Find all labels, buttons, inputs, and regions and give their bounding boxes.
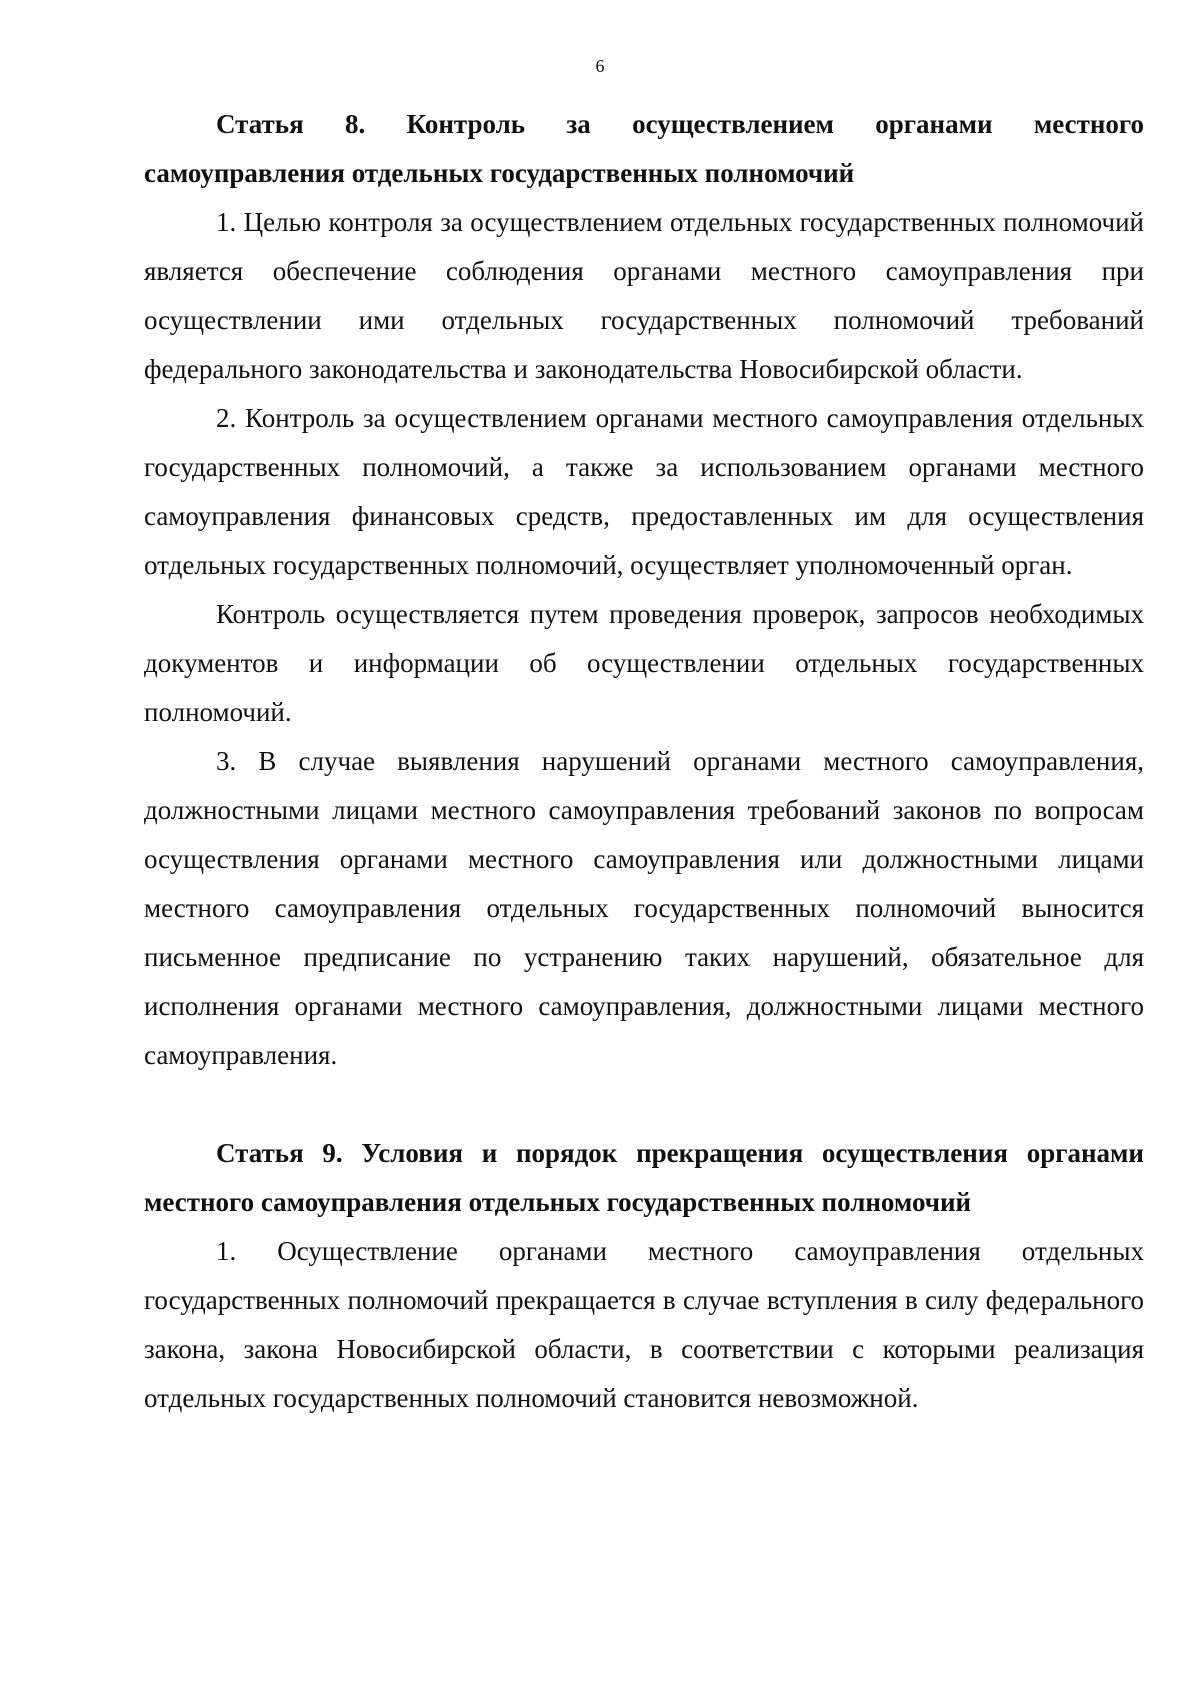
- article-8-paragraph-2-continued: Контроль осуществляется путем проведения проверок, запросов необходимых документов и информации об осуществлении отдельных государственных полномочий.: [144, 599, 1144, 727]
- article-8-paragraph-1: 1. Целью контроля за осуществлением отдельных государственных полномочий является обеспечение соблюдения органами местного самоуправления при осуществлении ими отдельных государственных полномочий требований федерального законодательства и законодательства Новосибирской области.: [144, 207, 1144, 384]
- page-number: 6: [595, 56, 605, 76]
- document-body: [144, 100, 1144, 1423]
- article-8-paragraph-2: 2. Контроль за осуществлением органами местного самоуправления отдельных государственных полномочий, а также за использованием органами местного самоуправления финансовых средств, предоставленных им для осуществления отдельных государственных полномочий, осуществляет уполномоченный орган.: [144, 403, 1144, 580]
- article-spacer: [144, 1080, 1144, 1129]
- article-8: [144, 100, 1144, 1080]
- article-8-paragraph-3: 3. В случае выявления нарушений органами местного самоуправления, должностными лицами местного самоуправления требований законов по вопросам осуществления органами местного самоуправления или должностными лицами местного самоуправления отдельных государственных полномочий выносится письменное предписание по устранению таких нарушений, обязательное для исполнения органами местного самоуправления, должностными лицами местного самоуправления.: [144, 746, 1144, 1070]
- article-9-paragraph-1: 1. Осуществление органами местного самоуправления отдельных государственных полномочий прекращается в случае вступления в силу федерального закона, закона Новосибирской области, в соответствии с которыми реализация отдельных государственных полномочий становится невозможной.: [144, 1236, 1144, 1413]
- article-9-title: Статья 9. Условия и порядок прекращения осуществления органами местного самоуправления отдельных государственных полномочий: [144, 1138, 1144, 1217]
- article-8-title: Статья 8. Контроль за осуществлением органами местного самоуправления отдельных государственных полномочий: [144, 109, 1144, 188]
- article-9: [144, 1129, 1144, 1423]
